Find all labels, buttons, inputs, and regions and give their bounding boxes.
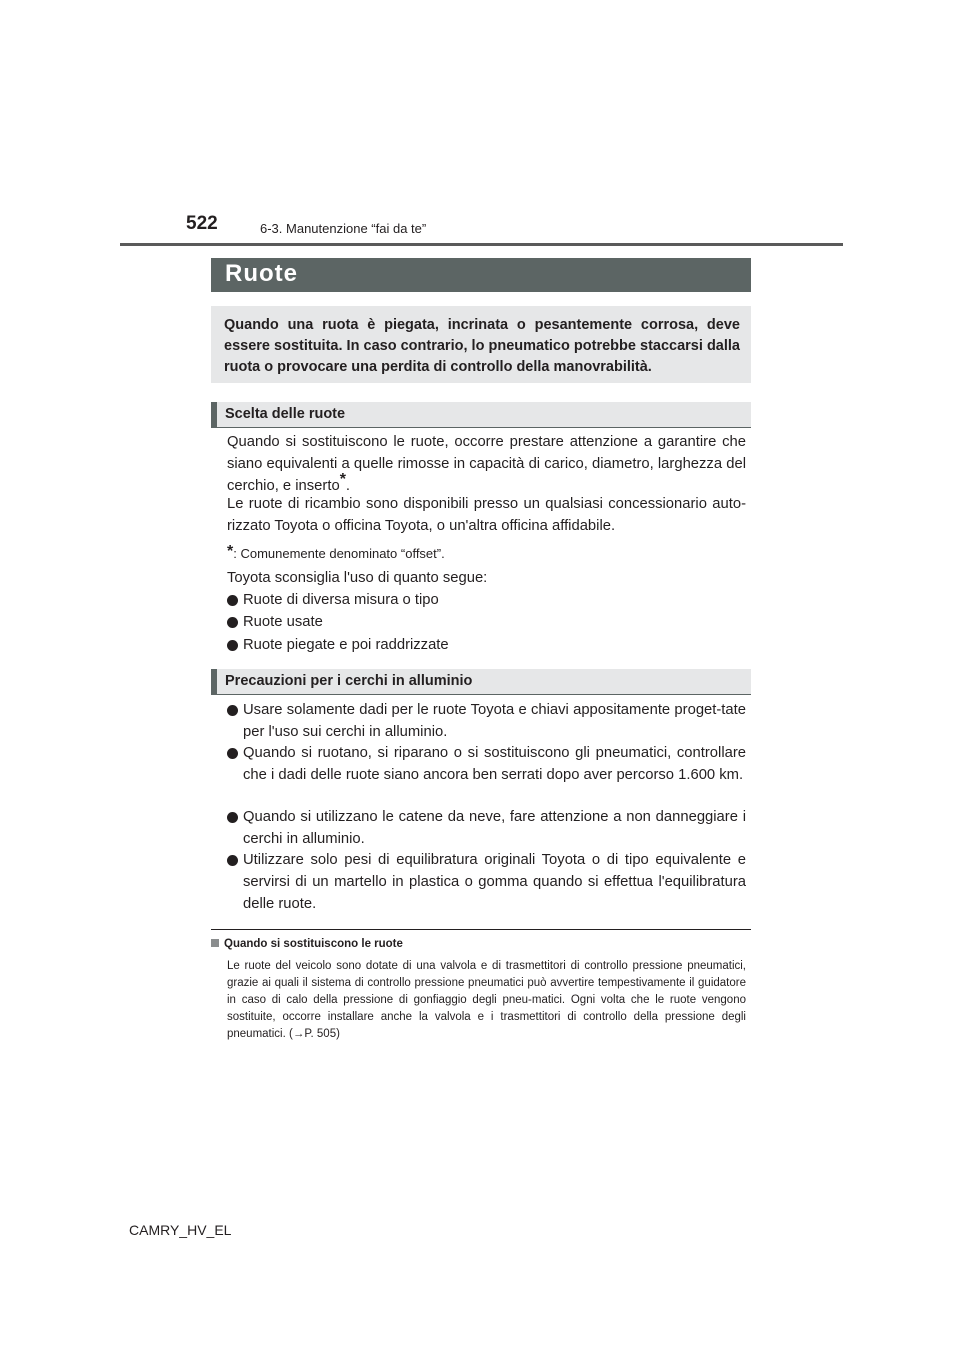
heading-accent-bar	[211, 402, 217, 428]
paragraph-end: .	[345, 478, 351, 494]
footnote	[227, 545, 445, 563]
page-number: 522	[186, 213, 218, 234]
heading-accent-bar	[211, 669, 217, 695]
list-item-text: Quando si ruotano, si riparano o si sostituiscono gli pneumatici, controllare che i dadi delle ruote siano ancora ben serrati dopo aver percorso 1.600 km.	[243, 745, 746, 783]
paragraph-text: Quando si sostituiscono le ruote, occorre prestare attenzione a garantire che siano equivalenti a quelle rimosse in capacità di carico, diametro, larghezza del cerchio, e inserto	[227, 434, 746, 494]
list-item-text: Usare solamente dadi per le ruote Toyota e chiavi appositamente proget-tate per l'uso sui cerchi in alluminio.	[243, 702, 746, 740]
bullet-icon	[227, 617, 238, 628]
note-heading	[211, 938, 403, 950]
header-divider	[120, 243, 843, 246]
section-reference: 6-3. Manutenzione “fai da te”	[260, 221, 427, 236]
section-heading-label: Precauzioni per i cerchi in alluminio	[225, 673, 473, 689]
note-body: Le ruote del veicolo sono dotate di una valvola e di trasmettitori di controllo pressione pneumatici, grazie ai quali il sistema di controllo pressione pneumatici può avvertire tempestivamente il guidatore in caso di calo della pressione di gonfiaggio degli pneu-matici. Ogni volta che le ruote vengono sostituite, occorre installare anche la valvola e i trasmettitori di controllo della pressione degli pneumatici. (→P. 505)	[227, 960, 746, 1040]
intro-box: Quando una ruota è piegata, incrinata o pesantemente corrosa, deve essere sostituita. In caso contrario, lo pneumatico potrebbe staccarsi dalla ruota o provocare una perdita di controllo della manovrabilità.	[211, 306, 751, 383]
list-item-text: Ruote di diversa misura o tipo	[243, 592, 439, 608]
bullet-icon	[227, 748, 238, 759]
asterisk-mark: *	[339, 471, 346, 489]
list-item-text: Ruote usate	[243, 614, 323, 630]
page-title-bar	[211, 258, 751, 292]
list-item-text: Utilizzare solo pesi di equilibratura originali Toyota o di tipo equivalente e servirsi di un martello in plastica o gomma quando si effettua l'equilibratura delle ruote.	[243, 852, 746, 912]
note-divider	[211, 929, 751, 930]
list-item-text: Ruote piegate e poi raddrizzate	[243, 637, 449, 653]
bullet-icon	[227, 812, 238, 823]
paragraph-lead: Toyota sconsiglia l'uso di quanto segue:	[227, 570, 488, 586]
footnote-mark: *	[227, 543, 234, 560]
square-bullet-icon	[211, 939, 219, 947]
list-item-text: Quando si utilizzano le catene da neve, fare attenzione a non danneggiare i cerchi in alluminio.	[243, 809, 746, 847]
bullet-icon	[227, 595, 238, 606]
heading-underline	[217, 427, 751, 428]
bullet-icon	[227, 855, 238, 866]
bullet-icon	[227, 705, 238, 716]
section-heading-label: Scelta delle ruote	[225, 406, 346, 422]
paragraph-wheel-selection	[227, 431, 746, 497]
page-title: Ruote	[225, 260, 298, 287]
document-code: CAMRY_HV_EL	[129, 1222, 232, 1238]
section-heading-scelta	[211, 402, 751, 428]
bullet-icon	[227, 640, 238, 651]
paragraph-spare-wheels: Le ruote di ricambio sono disponibili presso un qualsiasi concessionario auto-rizzato Toyota o officina Toyota, o un'altra officina affidabile.	[227, 496, 746, 534]
footnote-text: : Comunemente denominato “offset”.	[233, 546, 445, 561]
section-heading-alluminio	[211, 669, 751, 695]
heading-underline	[217, 694, 751, 695]
note-heading-text: Quando si sostituiscono le ruote	[224, 938, 403, 950]
